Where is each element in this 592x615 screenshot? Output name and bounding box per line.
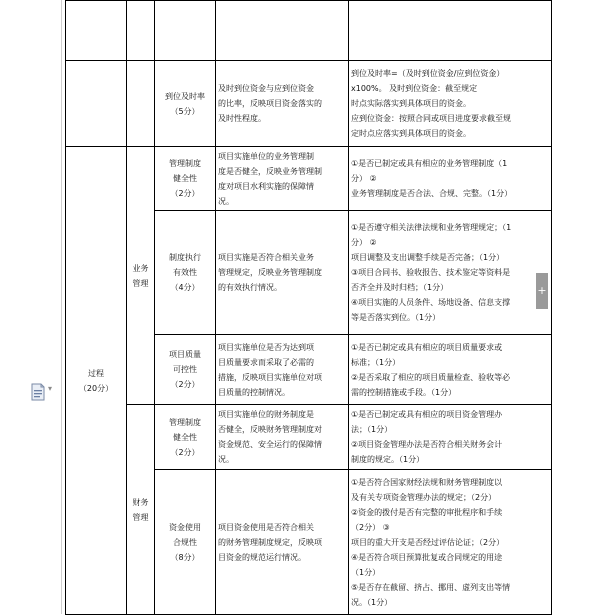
table-row bbox=[66, 405, 552, 470]
chevron-down-icon[interactable]: ▾ bbox=[48, 384, 53, 393]
table-cell bbox=[155, 1, 216, 61]
indicator-note: 到位及时率=（及时到位资金/应到位资金） x100%。 及时到位资金：截至规定 时点实际落实到具体项目的资金。 应到位资金：按照合同或项目进度要求截至规 定时点应落实到具体项目的资金。 bbox=[349, 61, 552, 147]
indicator-definition: 及时到位资金与应到位资金 的比率，反映项目资金落实的 及时性程度。 bbox=[216, 61, 349, 147]
table-cell bbox=[66, 61, 127, 147]
indicator-name: 管理制度 健全性 （2分） bbox=[155, 147, 216, 211]
table-cell bbox=[127, 61, 155, 147]
group-business: 业务 管理 bbox=[127, 147, 155, 405]
expand-side-panel-button[interactable]: + bbox=[536, 273, 548, 309]
table-row bbox=[66, 1, 552, 61]
document-icon[interactable] bbox=[30, 383, 46, 401]
indicator-note: ①是否已制定或具有相应的项目质量要求或 标准；（1分） ②是否采取了相应的项目质量检查、验收等必 需的控制措施或手段。（1分） bbox=[349, 335, 552, 405]
group-process: 过程 （20分） bbox=[66, 147, 127, 615]
indicator-name: 资金使用 合规性 （8分） bbox=[155, 470, 216, 615]
indicator-name: 项目质量 可控性 （2分） bbox=[155, 335, 216, 405]
table-cell bbox=[216, 1, 349, 61]
table-row bbox=[66, 147, 552, 211]
table-cell bbox=[127, 1, 155, 61]
indicator-note: ①是否遵守相关法律法规和业务管理规定；（1 分） ② 项目调整及支出调整手续是否完备；（1分） ③项目合同书、验收报告、技术鉴定等资料是 否齐全并及时归档；（1分） ④项目实施的人员条件、场地设备、信息支撑 等是否落实到位。（1分） bbox=[349, 211, 552, 335]
indicator-name: 到位及时率 （5分） bbox=[155, 61, 216, 147]
table-cell bbox=[349, 1, 552, 61]
indicator-definition: 项目实施单位的财务制度是 否健全，反映财务管理制度对 资金规范、安全运行的保障情 况。 bbox=[216, 405, 349, 470]
indicator-definition: 项目实施单位是否为达到项 目质量要求而采取了必需的 措施，反映项目实施单位对项 目质量的控制情况。 bbox=[216, 335, 349, 405]
group-finance: 财务 管理 bbox=[127, 405, 155, 615]
table-row bbox=[66, 61, 552, 147]
indicator-note: ①是否已制定或具有相应的项目资金管理办 法；（1分） ②项目资金管理办法是否符合相关财务会计 制度的规定。（1分） bbox=[349, 405, 552, 470]
indicator-definition: 项目实施单位的业务管理制 度是否健全，反映业务管理制 度对项目水利实施的保障情 况。 bbox=[216, 147, 349, 211]
indicator-definition: 项目资金使用是否符合相关 的财务管理制度规定，反映项 目资金的规范运行情况。 bbox=[216, 470, 349, 615]
indicator-name: 制度执行 有效性 （4分） bbox=[155, 211, 216, 335]
indicator-name: 管理制度 健全性 （2分） bbox=[155, 405, 216, 470]
indicator-table bbox=[65, 0, 552, 615]
indicator-note: ①是否符合国家财经法规和财务管理制度以 及有关专项资金管理办法的规定；（2分） ②资金的拨付是否有完整的审批程序和手续 （2分） ③ 项目的重大开支是否经过评估论证；（2分） ④是否符合项目预算批复或合同规定的用途 （1分） ⑤是否存在截留、挤占、挪用、虚列支出等情 况。（1分） bbox=[349, 470, 552, 615]
indicator-definition: 项目实施是否符合相关业务 管理规定，反映业务管理制度 的有效执行情况。 bbox=[216, 211, 349, 335]
indicator-note: ①是否已制定或具有相应的业务管理制度（1 分） ② 业务管理制度是否合法、合规、完整。（1分） bbox=[349, 147, 552, 211]
table-cell bbox=[66, 1, 127, 61]
